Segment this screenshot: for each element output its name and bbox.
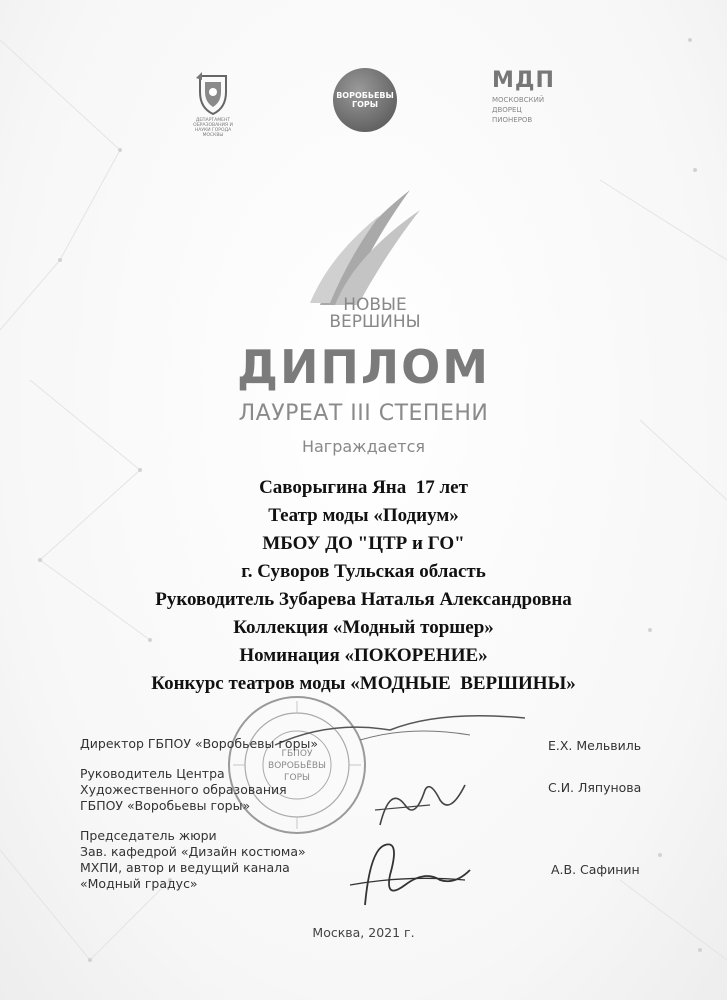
recipient-line: Театр моды «Подиум» bbox=[268, 505, 459, 526]
logo-text-line1: ВОРОБЬЕВЫ bbox=[336, 91, 394, 100]
department-logo-text: ДЕПАРТАМЕНТ ОБРАЗОВАНИЯ И НАУКИ ГОРОДА МОСКВЫ bbox=[193, 118, 233, 138]
emblem-text bbox=[300, 297, 450, 331]
department-emblem-icon bbox=[188, 70, 238, 118]
mdp-logo-line2: ДВОРЕЦ bbox=[492, 106, 522, 114]
mdp-logo bbox=[492, 68, 582, 138]
recipient-line: Номинация «ПОКОРЕНИЕ» bbox=[239, 645, 488, 666]
recipient-line: МБОУ ДО "ЦТР и ГО" bbox=[262, 533, 465, 554]
emblem-line2: ВЕРШИНЫ bbox=[329, 312, 421, 332]
signature-scrawl-jury bbox=[345, 830, 475, 910]
stamp-line2: ВОРОБЬЁВЫ bbox=[268, 761, 326, 771]
director-name: Е.Х. Мельвиль bbox=[548, 738, 642, 753]
logo-text bbox=[333, 91, 397, 109]
head-name: С.И. Ляпунова bbox=[548, 780, 642, 795]
jury-role-line2: Зав. кафедрой «Дизайн костюма» bbox=[80, 844, 306, 859]
jury-name: А.В. Сафинин bbox=[551, 862, 640, 877]
head-role-line1: Руководитель Центра bbox=[80, 766, 225, 781]
diploma-title: ДИПЛОМ bbox=[236, 340, 491, 394]
recipient-line: Конкурс театров моды «МОДНЫЕ ВЕРШИНЫ» bbox=[151, 673, 576, 694]
recipient-line: Коллекция «Модный торшер» bbox=[233, 617, 494, 638]
director-role: Директор ГБПОУ «Воробьевы горы» bbox=[80, 736, 319, 751]
stamp-line1: ГБПОУ bbox=[281, 749, 313, 759]
awarded-label: Награждается bbox=[301, 437, 426, 456]
mdp-logo-text bbox=[492, 95, 582, 125]
stamp-line3: ГОРЫ bbox=[284, 773, 310, 783]
mdp-logo-line1: МОСКОВСКИЙ bbox=[492, 96, 545, 104]
place-date: Москва, 2021 г. bbox=[312, 925, 415, 940]
diploma-degree: ЛАУРЕАТ III СТЕПЕНИ bbox=[238, 401, 489, 426]
recipient-details bbox=[0, 474, 727, 698]
recipient-line: Руководитель Зубарева Наталья Александровна bbox=[155, 589, 572, 610]
emblem-line1: НОВЫЕ bbox=[343, 295, 407, 315]
jury-role-line3: МХПИ, автор и ведущий канала bbox=[80, 860, 290, 875]
jury-role-line1: Председатель жюри bbox=[80, 828, 217, 843]
head-role-line3: ГБПОУ «Воробьевы горы» bbox=[80, 798, 251, 813]
recipient-line: Саворыгина Яна 17 лет bbox=[259, 477, 468, 498]
department-logo bbox=[188, 70, 238, 140]
head-role-line2: Художественного образования bbox=[80, 782, 287, 797]
vorobyovy-gory-logo bbox=[333, 68, 397, 132]
logo-text-line2: ГОРЫ bbox=[351, 100, 379, 109]
jury-role bbox=[80, 828, 306, 892]
jury-role-line4: «Модный градус» bbox=[80, 876, 198, 891]
mdp-logo-line3: ПИОНЕРОВ bbox=[492, 116, 533, 124]
mdp-logo-mark: МДП bbox=[492, 68, 555, 93]
head-role bbox=[80, 766, 287, 814]
signature-scrawl-head bbox=[370, 775, 470, 835]
recipient-line: г. Суворов Тульская область bbox=[241, 561, 486, 582]
